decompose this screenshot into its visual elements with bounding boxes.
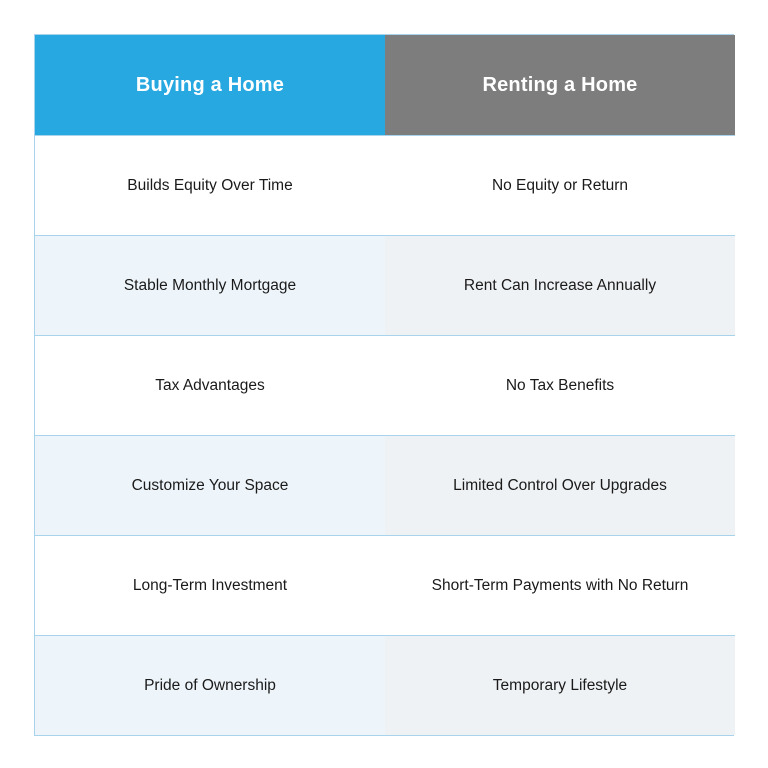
cell-renting: No Equity or Return [385, 135, 735, 235]
cell-renting: No Tax Benefits [385, 335, 735, 435]
cell-buying: Stable Monthly Mortgage [35, 235, 385, 335]
cell-buying: Long-Term Investment [35, 535, 385, 635]
cell-renting: Rent Can Increase Annually [385, 235, 735, 335]
cell-renting: Limited Control Over Upgrades [385, 435, 735, 535]
header-buying: Buying a Home [35, 35, 385, 135]
header-renting: Renting a Home [385, 35, 735, 135]
cell-renting: Short-Term Payments with No Return [385, 535, 735, 635]
cell-buying: Tax Advantages [35, 335, 385, 435]
cell-renting: Temporary Lifestyle [385, 635, 735, 735]
cell-buying: Builds Equity Over Time [35, 135, 385, 235]
comparison-table [34, 34, 734, 736]
cell-buying: Customize Your Space [35, 435, 385, 535]
cell-buying: Pride of Ownership [35, 635, 385, 735]
